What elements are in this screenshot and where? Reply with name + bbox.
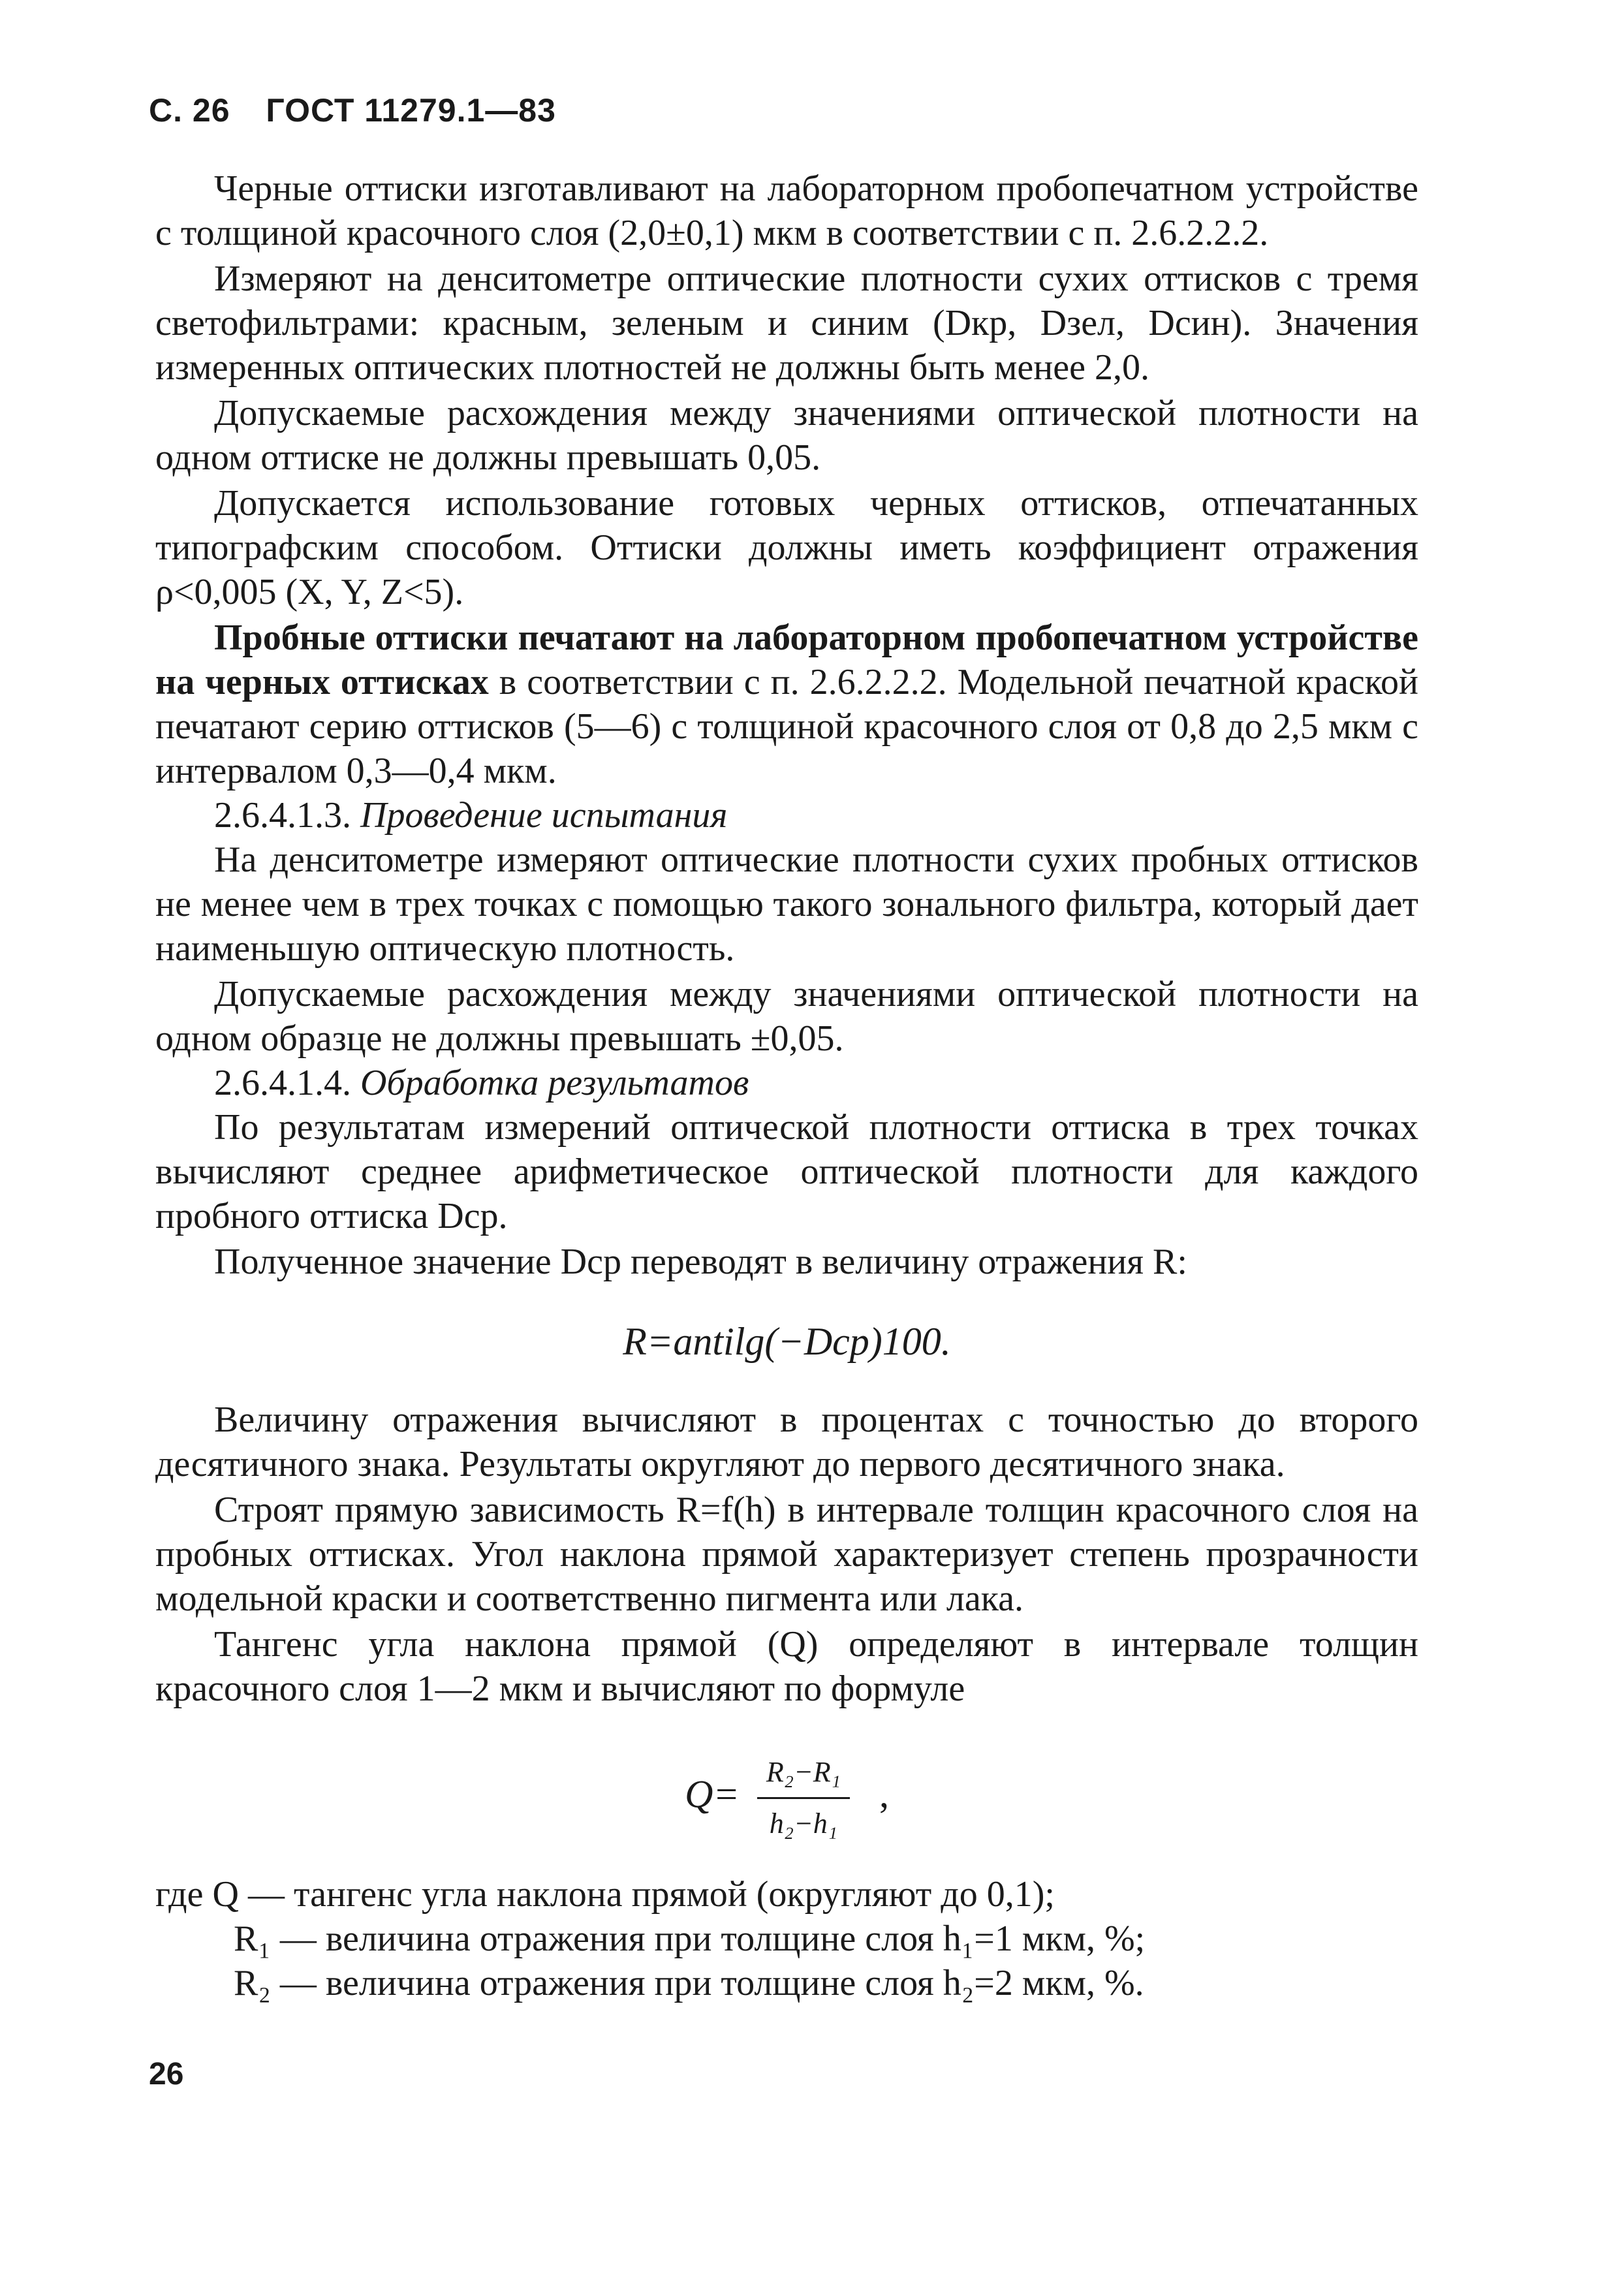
paragraph-5-rest: в соответствии с п. 2.6.2.2.2. Модельной печатной краской печатают серию оттисков (5—6) с толщиной красочного слоя от 0,8 до 2,5 мкм с интервалом 0,3—0,4 мкм. [155,662,1419,791]
section-heading-2 [155,1061,1418,1105]
legend-r2: R₂ — величина отражения при толщине слоя h₂=2 мкм, %. [234,1963,1144,2003]
paragraph-10: Величину отражения вычисляют в процентах с точностью до второго десятичного знака. Результаты округляют до первого десятичного знака. [155,1400,1418,1484]
paragraph-7: Допускаемые расхождения между значениями оптической плотности на одном образце не должны превышать ±0,05. [155,974,1418,1059]
section-number-1: 2.6.4.1.3. [214,795,351,836]
formula-fraction [757,1750,850,1846]
legend-q: где Q — тангенс угла наклона прямой (округляют до 0,1); [155,1874,1055,1915]
paragraph-6: На денситометре измеряют оптические плотности сухих пробных оттисков не менее чем в трех точках с помощью такого зонального фильтра, который дает наименьшую оптическую плотность. [155,839,1418,969]
section-heading-1 [155,793,1418,838]
paragraph-1: Черные оттиски изготавливают на лабораторном пробопечатном устройстве с толщиной красочного слоя (2,0±0,1) мкм в соответствии с п. 2.6.2.2.2. [155,168,1418,253]
formula-reflectance: R=antilg(−Dср)100. [623,1320,951,1363]
paragraph-9: Полученное значение Dср переводят в величину отражения R: [214,1242,1187,1282]
legend-r1: R₁ — величина отражения при толщине слоя h₁=1 мкм, %; [234,1919,1146,1959]
section-number-2: 2.6.4.1.4. [214,1063,351,1103]
formula-tangent-lhs: Q= [685,1772,740,1816]
body-text [155,166,1418,2005]
formula-tangent [155,1750,1418,1846]
paragraph-2: Измеряют на денситометре оптические плотности сухих оттисков с тремя светофильтрами: красным, зеленым и синим (Dкр, Dзел, Dсин). Значения измеренных оптических плотностей не должны быть менее 2,0. [155,258,1418,388]
fraction-numerator: R₂−R₁ [757,1750,850,1799]
paragraph-3: Допускаемые расхождения между значениями оптической плотности на одном оттиске не должны превышать 0,05. [155,393,1418,478]
paragraph-11: Строят прямую зависимость R=f(h) в интервале толщин красочного слоя на пробных оттисках. Угол наклона прямой характеризует степень прозрачности модельной краски и соответственно пигмента или лака. [155,1490,1418,1619]
paragraph-5-bold: Пробные оттиски печатают на лабораторном пробопечатном устройстве на черных оттисках [155,618,1418,702]
page-label: С. 26 [149,92,230,129]
section-title-2: Обработка результатов [360,1063,749,1103]
paragraph-5 [155,616,1418,793]
standard-number: ГОСТ 11279.1—83 [266,92,556,129]
page-header [149,91,556,129]
page-number: 26 [149,2057,184,2091]
fraction-denominator: h₂−h₁ [769,1808,838,1840]
section-title-1: Проведение испытания [360,795,728,836]
formula-tangent-comma: , [879,1772,889,1816]
paragraph-8: По результатам измерений оптической плотности оттиска в трех точках вычисляют среднее арифметическое оптической плотности для каждого пробного оттиска Dср. [155,1107,1418,1236]
paragraph-4: Допускается использование готовых черных оттисков, отпечатанных типографским способом. Оттиски должны иметь коэффициент отражения ρ<0,005 (X, Y, Z<5). [155,483,1418,612]
paragraph-12: Тангенс угла наклона прямой (Q) определяют в интервале толщин красочного слоя 1—2 мкм и вычисляют по формуле [155,1624,1418,1709]
